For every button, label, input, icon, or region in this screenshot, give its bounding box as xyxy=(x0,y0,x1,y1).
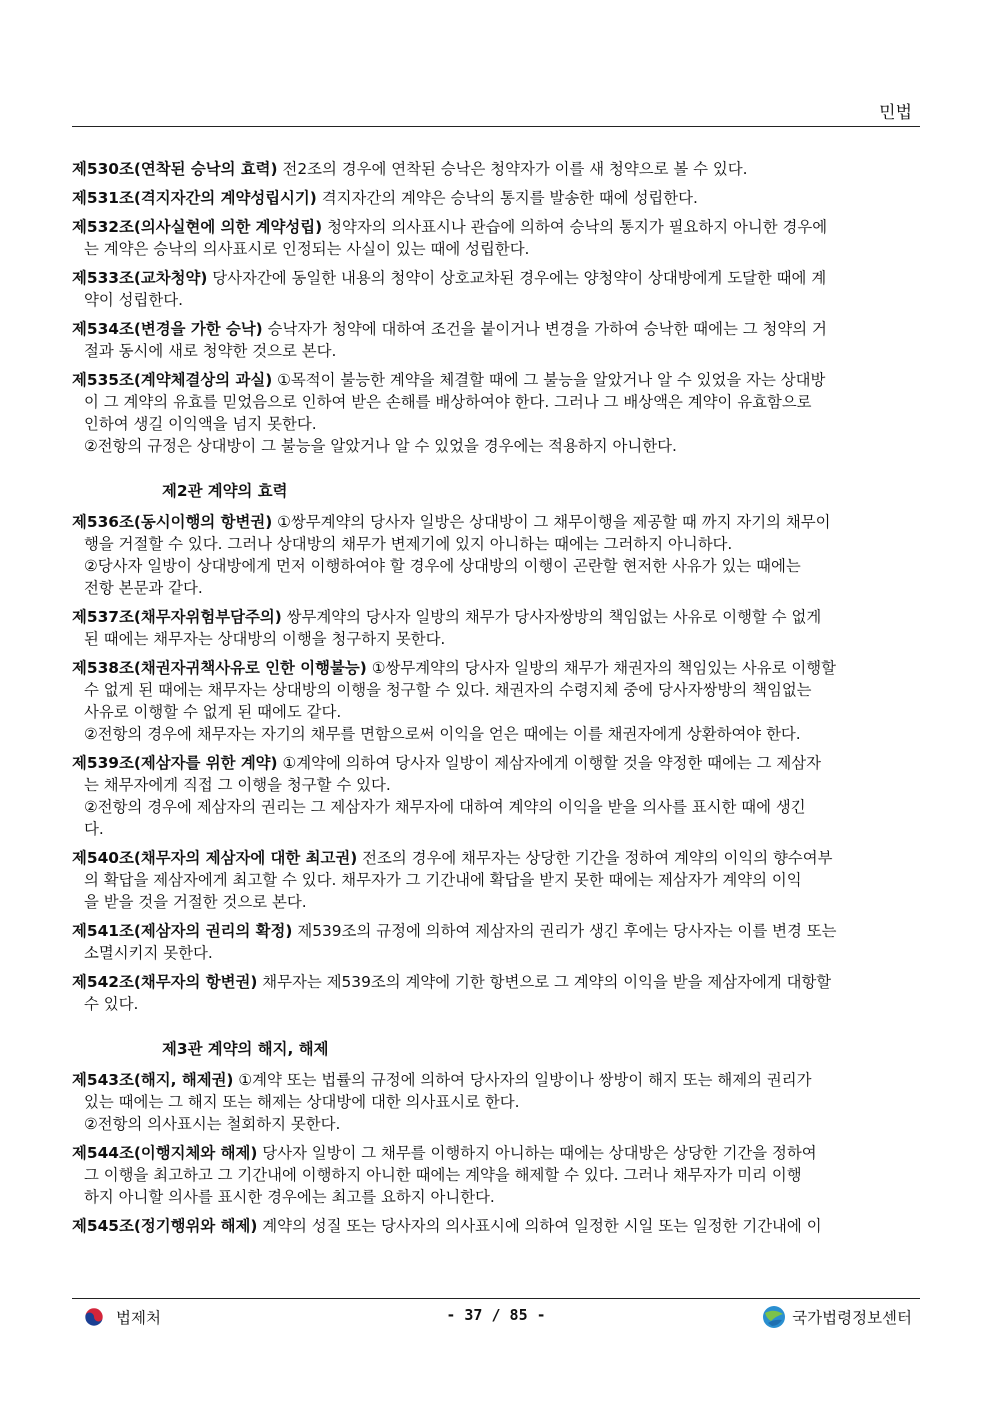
article xyxy=(72,1215,920,1237)
article-title: 제538조(채권자귀책사유로 인한 이행불능) xyxy=(72,659,367,677)
article-text: ②전항의 의사표시는 철회하지 못한다. xyxy=(84,1115,341,1133)
article-text: 청약자의 의사표시나 관습에 의하여 승낙의 통지가 필요하지 아니한 경우에 xyxy=(322,218,828,236)
article xyxy=(72,511,920,599)
articles-group-2 xyxy=(72,511,920,1015)
article-text: 전항 본문과 같다. xyxy=(84,579,203,597)
article xyxy=(72,920,920,964)
page-header-title: 민법 xyxy=(879,103,912,123)
globe-logo-icon xyxy=(762,1305,786,1329)
article-line xyxy=(72,435,920,457)
article-text: 채무자는 제539조의 계약에 기한 항변으로 그 계약의 이익을 받을 제삼자에게 대항할 xyxy=(257,973,832,991)
article xyxy=(72,216,920,260)
article xyxy=(72,369,920,457)
article-text: 이 그 계약의 유효를 믿었음으로 인하여 받은 손해를 배상하여야 한다. 그러나 그 배상액은 계약이 유효함으로 xyxy=(84,393,812,411)
article-text: 을 받을 것을 거절한 것으로 본다. xyxy=(84,893,307,911)
article-line xyxy=(72,340,920,362)
article-line xyxy=(72,533,920,555)
article-line xyxy=(72,701,920,723)
article-line xyxy=(72,869,920,891)
article-first-line xyxy=(72,216,920,238)
article-line xyxy=(72,1113,920,1135)
article-line xyxy=(72,577,920,599)
article xyxy=(72,971,920,1015)
article-title: 제531조(격지자간의 계약성립시기) xyxy=(72,189,317,207)
article xyxy=(72,847,920,913)
article-text: 있는 때에는 그 해지 또는 해제는 상대방에 대한 의사표시로 한다. xyxy=(84,1093,520,1111)
article-text: 당사자 일방이 그 채무를 이행하지 아니하는 때에는 상대방은 상당한 기간을 정하여 xyxy=(257,1144,817,1162)
article-line xyxy=(72,1186,920,1208)
article xyxy=(72,318,920,362)
article-title: 제542조(채무자의 항변권) xyxy=(72,973,258,991)
article-text: 소멸시키지 못한다. xyxy=(84,944,213,962)
article xyxy=(72,187,920,209)
page-footer xyxy=(72,1303,920,1333)
article-line xyxy=(72,723,920,745)
article-title: 제541조(제삼자의 권리의 확정) xyxy=(72,922,293,940)
article-text: 그 이행을 최고하고 그 기간내에 이행하지 아니한 때에는 계약을 해제할 수 있다. 그러나 채무자가 미리 이행 xyxy=(84,1166,802,1184)
article-line xyxy=(72,774,920,796)
footer-divider xyxy=(72,1298,920,1299)
article-title: 제533조(교차청약) xyxy=(72,269,208,287)
document-body xyxy=(72,158,920,1244)
article-line xyxy=(72,679,920,701)
article-title: 제530조(연착된 승낙의 효력) xyxy=(72,160,278,178)
article-title: 제534조(변경을 가한 승낙) xyxy=(72,320,263,338)
article-line xyxy=(72,942,920,964)
article-title: 제532조(의사실현에 의한 계약성립) xyxy=(72,218,323,236)
article-text: ②전항의 경우에 제삼자의 권리는 그 제삼자가 채무자에 대하여 계약의 이익을 받을 의사를 표시한 때에 생긴 xyxy=(84,798,806,816)
article-text: 수 있다. xyxy=(84,995,139,1013)
article-first-line xyxy=(72,657,920,679)
article-first-line xyxy=(72,187,920,209)
header-divider xyxy=(72,126,920,127)
article xyxy=(72,267,920,311)
article-line xyxy=(72,891,920,913)
article-line xyxy=(72,238,920,260)
article-text: ①계약에 의하여 당사자 일방이 제삼자에게 이행할 것을 약정한 때에는 그 제삼자 xyxy=(277,754,821,772)
article-first-line xyxy=(72,920,920,942)
article-text: 절과 동시에 새로 청약한 것으로 본다. xyxy=(84,342,337,360)
article-line xyxy=(72,1091,920,1113)
footer-right xyxy=(762,1305,912,1329)
article-text: 전2조의 경우에 연착된 승낙은 청약자가 이를 새 청약으로 볼 수 있다. xyxy=(277,160,748,178)
article-text: 하지 아니할 의사를 표시한 경우에는 최고를 요하지 아니한다. xyxy=(84,1188,495,1206)
page-number: - 37 / 85 - xyxy=(446,1306,546,1324)
articles-group-3 xyxy=(72,1069,920,1237)
article-text: ②전항의 경우에 채무자는 자기의 채무를 면함으로써 이익을 얻은 때에는 이를 채권자에게 상환하여야 한다. xyxy=(84,725,801,743)
article-first-line xyxy=(72,847,920,869)
article-text: 제539조의 규정에 의하여 제삼자의 권리가 생긴 후에는 당사자는 이를 변경 또는 xyxy=(292,922,837,940)
article-text: 수 없게 된 때에는 채무자는 상대방의 이행을 청구할 수 있다. 채권자의 수령지체 중에 당사자쌍방의 책임없는 xyxy=(84,681,812,699)
article-title: 제540조(채무자의 제삼자에 대한 최고권) xyxy=(72,849,358,867)
article-text: 전조의 경우에 채무자는 상당한 기간을 정하여 계약의 이익의 향수여부 xyxy=(357,849,833,867)
section-heading-2: 제2관 계약의 효력 xyxy=(162,482,288,500)
article-first-line xyxy=(72,318,920,340)
article-line xyxy=(72,1164,920,1186)
article-text: ①쌍무계약의 당사자 일방의 채무가 채권자의 책임있는 사유로 이행할 xyxy=(366,659,837,677)
article-text: 행을 거절할 수 있다. 그러나 상대방의 채무가 변제기에 있지 아니하는 때에는 그러하지 아니하다. xyxy=(84,535,733,553)
article-title: 제539조(제삼자를 위한 계약) xyxy=(72,754,278,772)
article-line xyxy=(72,555,920,577)
article-text: 는 계약은 승낙의 의사표시로 인정되는 사실이 있는 때에 성립한다. xyxy=(84,240,530,258)
article xyxy=(72,752,920,840)
article-text: ②당사자 일방이 상대방에게 먼저 이행하여야 할 경우에 상대방의 이행이 곤란할 현저한 사유가 있는 때에는 xyxy=(84,557,801,575)
article-line xyxy=(72,818,920,840)
article-title: 제545조(정기행위와 해제) xyxy=(72,1217,258,1235)
article-first-line xyxy=(72,1142,920,1164)
article xyxy=(72,1142,920,1208)
article-line xyxy=(72,413,920,435)
article-text: 인하여 생길 이익액을 넘지 못한다. xyxy=(84,415,317,433)
article-line xyxy=(72,628,920,650)
article-title: 제543조(해지, 해제권) xyxy=(72,1071,234,1089)
article-first-line xyxy=(72,971,920,993)
article-text: 된 때에는 채무자는 상대방의 이행을 청구하지 못한다. xyxy=(84,630,446,648)
article-first-line xyxy=(72,369,920,391)
article-line xyxy=(72,796,920,818)
article-text: 격지자간의 계약은 승낙의 통지를 발송한 때에 성립한다. xyxy=(316,189,698,207)
article-text: 사유로 이행할 수 없게 된 때에도 같다. xyxy=(84,703,342,721)
article-text: ①계약 또는 법률의 규정에 의하여 당사자의 일방이나 쌍방이 해지 또는 해제의 권리가 xyxy=(233,1071,812,1089)
article-first-line xyxy=(72,1069,920,1091)
article-text: 다. xyxy=(84,820,104,838)
article-text: 의 확답을 제삼자에게 최고할 수 있다. 채무자가 그 기간내에 확답을 받지 못한 때에는 제삼자가 계약의 이익 xyxy=(84,871,802,889)
articles-group-1 xyxy=(72,158,920,457)
article-text: ②전항의 규정은 상대방이 그 불능을 알았거나 알 수 있었을 경우에는 적용하지 아니한다. xyxy=(84,437,677,455)
article-first-line xyxy=(72,511,920,533)
article xyxy=(72,158,920,180)
article-title: 제537조(채무자위험부담주의) xyxy=(72,608,282,626)
article-title: 제535조(계약체결상의 과실) xyxy=(72,371,273,389)
article xyxy=(72,606,920,650)
article-text: 당사자간에 동일한 내용의 청약이 상호교차된 경우에는 양청약이 상대방에게 도달한 때에 계 xyxy=(207,269,827,287)
article xyxy=(72,657,920,745)
article-first-line xyxy=(72,752,920,774)
article-text: 는 채무자에게 직접 그 이행을 청구할 수 있다. xyxy=(84,776,391,794)
article-text: 약이 성립한다. xyxy=(84,291,183,309)
footer-org-label: 법제처 xyxy=(116,1309,161,1327)
article-title: 제544조(이행지체와 해제) xyxy=(72,1144,258,1162)
article xyxy=(72,1069,920,1135)
article-first-line xyxy=(72,1215,920,1237)
article-title: 제536조(동시이행의 항변권) xyxy=(72,513,273,531)
footer-center-label: 국가법령정보센터 xyxy=(792,1309,912,1327)
article-first-line xyxy=(72,606,920,628)
article-line xyxy=(72,289,920,311)
article-text: 쌍무계약의 당사자 일방의 채무가 당사자쌍방의 책임없는 사유로 이행할 수 없게 xyxy=(281,608,822,626)
article-line xyxy=(72,391,920,413)
article-line xyxy=(72,993,920,1015)
article-first-line xyxy=(72,158,920,180)
article-text: ①목적이 불능한 계약을 체결할 때에 그 불능을 알았거나 알 수 있었을 자는 상대방 xyxy=(272,371,826,389)
section-heading-3: 제3관 계약의 해지, 해제 xyxy=(162,1040,329,1058)
article-text: 계약의 성질 또는 당사자의 의사표시에 의하여 일정한 시일 또는 일정한 기간내에 이 xyxy=(257,1217,822,1235)
article-text: 승낙자가 청약에 대하여 조건을 붙이거나 변경을 가하여 승낙한 때에는 그 청약의 거 xyxy=(262,320,827,338)
article-text: ①쌍무계약의 당사자 일방은 상대방이 그 채무이행을 제공할 때 까지 자기의 채무이 xyxy=(272,513,831,531)
article-first-line xyxy=(72,267,920,289)
